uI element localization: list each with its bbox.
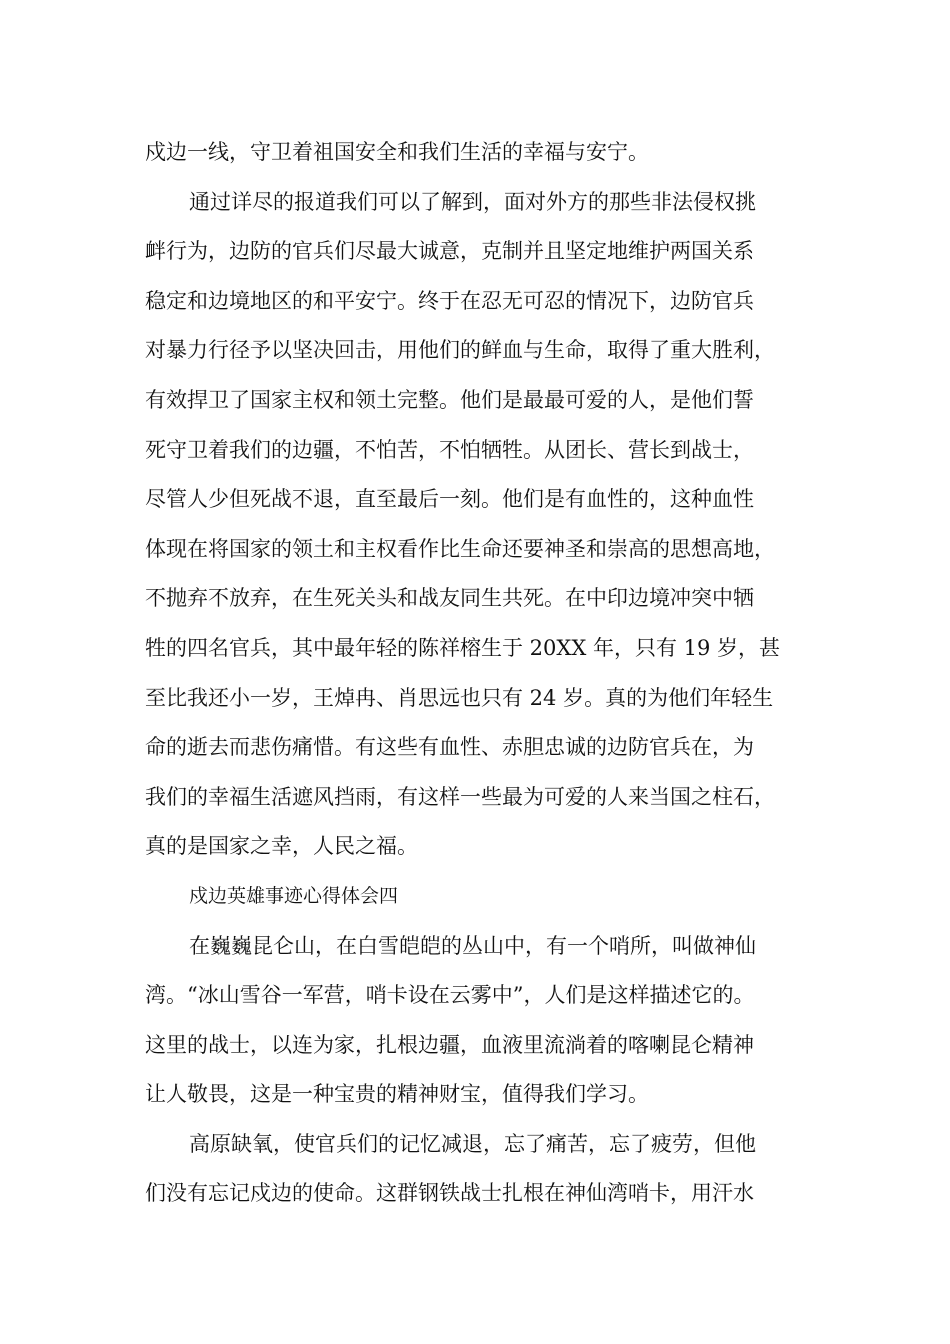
text-line: 这里的战士，以连为家，扎根边疆，血液里流淌着的喀喇昆仑精神 xyxy=(145,1032,754,1057)
text-line: 对暴力行径予以坚决回击，用他们的鲜血与生命，取得了重大胜利， xyxy=(145,338,775,363)
text-line: 我们的幸福生活遮风挡雨，有这样一些最为可爱的人来当国之柱石， xyxy=(145,784,775,809)
text-line: 命的逝去而悲伤痛惜。有这些有血性、赤胆忠诚的边防官兵在，为 xyxy=(145,735,754,760)
text-line: 体现在将国家的领土和主权看作比生命还要神圣和崇高的思想高地， xyxy=(145,536,775,561)
text-line: 真的是国家之幸，人民之福。 xyxy=(145,834,418,859)
paragraph-shenxianwan xyxy=(145,922,815,1220)
text-line: 高原缺氧，使官兵们的记忆减退，忘了痛苦，忘了疲劳，但他 xyxy=(189,1131,756,1156)
text-line: 衅行为，边防的官兵们尽最大诚意，克制并且坚定地维护两国关系 xyxy=(145,239,754,264)
text-line: 不抛弃不放弃，在生死关头和战友同生共死。在中印边境冲突中牺 xyxy=(145,586,754,611)
text-line: 戍边一线，守卫着祖国安全和我们生活的幸福与安宁。 xyxy=(145,140,649,164)
text-line: 至比我还小一岁，王焯冉、肖思远也只有 24 岁。真的为他们年轻生 xyxy=(145,685,774,710)
text-line: 们没有忘记戍边的使命。这群钢铁战士扎根在神仙湾哨卡，用汗水 xyxy=(145,1181,754,1206)
text-line: 牲的四名官兵，其中最年轻的陈祥榕生于 20XX 年，只有 19 岁，甚 xyxy=(145,635,781,660)
text-line: 湾。“冰山雪谷一军营，哨卡设在云雾中”，人们是这样描述它的。 xyxy=(145,983,755,1008)
text-line: 死守卫着我们的边疆，不怕苦，不怕牺牲。从团长、营长到战士， xyxy=(145,437,754,462)
text-line: 通过详尽的报道我们可以了解到，面对外方的那些非法侵权挑 xyxy=(189,189,756,214)
text-line: 尽管人少但死战不退，直至最后一刻。他们是有血性的，这种血性 xyxy=(145,487,754,512)
section-heading: 戍边英雄事迹心得体会四 xyxy=(189,884,399,907)
paragraph-border-defense xyxy=(145,128,815,872)
text-line: 在巍巍昆仑山，在白雪皑皑的丛山中，有一个哨所，叫做神仙 xyxy=(189,933,756,958)
text-line: 稳定和边境地区的和平安宁。终于在忍无可忍的情况下，边防官兵 xyxy=(145,288,754,313)
text-line: 让人敬畏，这是一种宝贵的精神财宝，值得我们学习。 xyxy=(145,1082,649,1107)
text-line: 有效捍卫了国家主权和领土完整。他们是最最可爱的人，是他们誓 xyxy=(145,387,754,412)
document-page xyxy=(145,128,815,1219)
